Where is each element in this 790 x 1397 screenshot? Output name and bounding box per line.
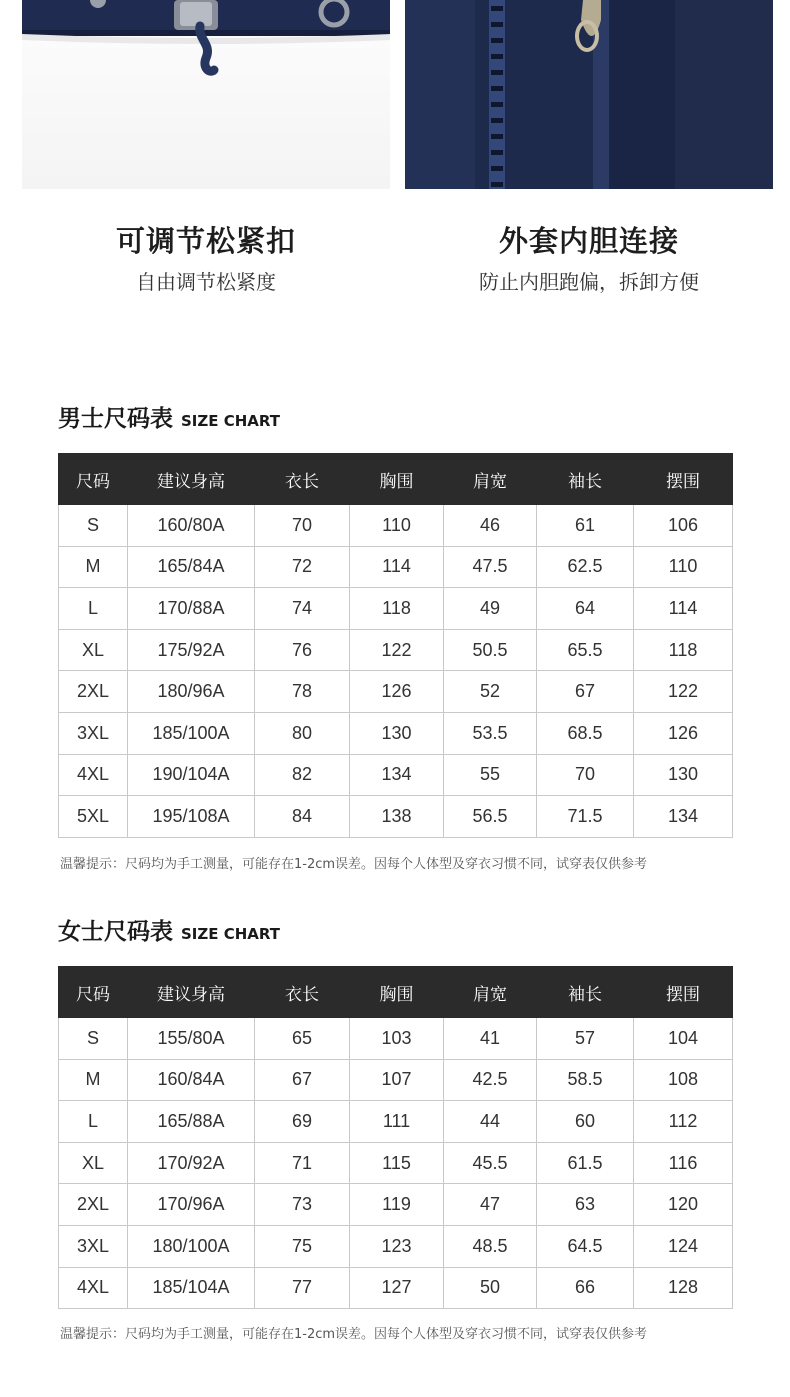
column-header: 尺码 <box>59 967 128 1018</box>
measurement-cell: 103 <box>350 1018 444 1060</box>
measurement-cell: 67 <box>255 1059 350 1101</box>
measurement-cell: 67 <box>537 671 634 713</box>
measurement-cell: 115 <box>350 1142 444 1184</box>
drawstring-toggle-photo <box>22 0 390 189</box>
women-size-chart-heading: 女士尺码表 <box>58 919 173 945</box>
measurement-cell: 170/88A <box>128 588 255 630</box>
measurement-cell: 64.5 <box>537 1225 634 1267</box>
measurement-cell: 69 <box>255 1101 350 1143</box>
measurement-cell: 52 <box>444 671 537 713</box>
measurement-cell: 46 <box>444 505 537 547</box>
measurement-cell: 185/104A <box>128 1267 255 1309</box>
measurement-cell: 124 <box>634 1225 733 1267</box>
women-size-table <box>58 966 733 1309</box>
measurement-cell: 60 <box>537 1101 634 1143</box>
measurement-cell: 160/80A <box>128 505 255 547</box>
measurement-cell: 165/88A <box>128 1101 255 1143</box>
table-row <box>59 796 733 838</box>
drawstring-toggle-illustration <box>22 0 390 189</box>
measurement-cell: 107 <box>350 1059 444 1101</box>
size-cell: 2XL <box>59 671 128 713</box>
measurement-cell: 55 <box>444 754 537 796</box>
measurement-cell: 58.5 <box>537 1059 634 1101</box>
table-row <box>59 671 733 713</box>
measurement-cell: 123 <box>350 1225 444 1267</box>
measurement-cell: 68.5 <box>537 712 634 754</box>
measurement-cell: 71.5 <box>537 796 634 838</box>
measurement-cell: 127 <box>350 1267 444 1309</box>
measurement-cell: 57 <box>537 1018 634 1060</box>
measurement-cell: 170/92A <box>128 1142 255 1184</box>
measurement-cell: 70 <box>537 754 634 796</box>
measurement-cell: 65.5 <box>537 629 634 671</box>
measurement-cell: 56.5 <box>444 796 537 838</box>
measurement-cell: 126 <box>634 712 733 754</box>
measurement-cell: 72 <box>255 546 350 588</box>
measurement-cell: 82 <box>255 754 350 796</box>
column-header: 肩宽 <box>444 967 537 1018</box>
measurement-cell: 61.5 <box>537 1142 634 1184</box>
column-header: 肩宽 <box>444 454 537 505</box>
measurement-cell: 61 <box>537 505 634 547</box>
size-cell: 4XL <box>59 754 128 796</box>
women-size-note: 温馨提示：尺码均为手工测量，可能存在1-2cm误差。因每个人体型及穿衣习惯不同，试穿表仅供参考 <box>60 1327 648 1342</box>
measurement-cell: 73 <box>255 1184 350 1226</box>
table-header-row <box>59 967 733 1018</box>
measurement-cell: 128 <box>634 1267 733 1309</box>
measurement-cell: 130 <box>350 712 444 754</box>
measurement-cell: 41 <box>444 1018 537 1060</box>
women-size-chart-subheading: SIZE CHART <box>181 925 281 943</box>
measurement-cell: 112 <box>634 1101 733 1143</box>
table-row <box>59 712 733 754</box>
measurement-cell: 70 <box>255 505 350 547</box>
table-row <box>59 1225 733 1267</box>
measurement-cell: 74 <box>255 588 350 630</box>
size-cell: L <box>59 1101 128 1143</box>
size-cell: S <box>59 505 128 547</box>
measurement-cell: 78 <box>255 671 350 713</box>
measurement-cell: 111 <box>350 1101 444 1143</box>
measurement-cell: 122 <box>634 671 733 713</box>
measurement-cell: 50.5 <box>444 629 537 671</box>
feature-title: 外套内胆连接 <box>498 224 679 258</box>
measurement-cell: 116 <box>634 1142 733 1184</box>
column-header: 建议身高 <box>128 454 255 505</box>
size-cell: L <box>59 588 128 630</box>
measurement-cell: 64 <box>537 588 634 630</box>
measurement-cell: 120 <box>634 1184 733 1226</box>
measurement-cell: 62.5 <box>537 546 634 588</box>
column-header: 摆围 <box>634 967 733 1018</box>
measurement-cell: 65 <box>255 1018 350 1060</box>
measurement-cell: 165/84A <box>128 546 255 588</box>
men-size-chart-title <box>58 404 280 436</box>
measurement-cell: 134 <box>350 754 444 796</box>
column-header: 建议身高 <box>128 967 255 1018</box>
measurement-cell: 84 <box>255 796 350 838</box>
measurement-cell: 48.5 <box>444 1225 537 1267</box>
measurement-cell: 175/92A <box>128 629 255 671</box>
table-header-row <box>59 454 733 505</box>
measurement-cell: 155/80A <box>128 1018 255 1060</box>
measurement-cell: 76 <box>255 629 350 671</box>
measurement-cell: 44 <box>444 1101 537 1143</box>
measurement-cell: 118 <box>350 588 444 630</box>
feature-subtitle: 自由调节松紧度 <box>136 270 276 294</box>
measurement-cell: 80 <box>255 712 350 754</box>
measurement-cell: 134 <box>634 796 733 838</box>
measurement-cell: 170/96A <box>128 1184 255 1226</box>
size-cell: XL <box>59 1142 128 1184</box>
feature-adjustable-buckle <box>22 222 390 296</box>
measurement-cell: 66 <box>537 1267 634 1309</box>
measurement-cell: 130 <box>634 754 733 796</box>
measurement-cell: 195/108A <box>128 796 255 838</box>
men-size-note: 温馨提示：尺码均为手工测量，可能存在1-2cm误差。因每个人体型及穿衣习惯不同，试穿表仅供参考 <box>60 857 648 872</box>
measurement-cell: 108 <box>634 1059 733 1101</box>
measurement-cell: 53.5 <box>444 712 537 754</box>
zipper-liner-illustration <box>405 0 773 189</box>
column-header: 袖长 <box>537 454 634 505</box>
table-row <box>59 1184 733 1226</box>
measurement-cell: 122 <box>350 629 444 671</box>
table-row <box>59 1142 733 1184</box>
measurement-cell: 185/100A <box>128 712 255 754</box>
measurement-cell: 71 <box>255 1142 350 1184</box>
women-size-chart-title <box>58 917 280 949</box>
size-cell: 4XL <box>59 1267 128 1309</box>
feature-liner-connection <box>405 222 773 296</box>
size-cell: M <box>59 546 128 588</box>
table-row <box>59 1059 733 1101</box>
measurement-cell: 75 <box>255 1225 350 1267</box>
measurement-cell: 190/104A <box>128 754 255 796</box>
zipper-liner-photo <box>405 0 773 189</box>
column-header: 衣长 <box>255 967 350 1018</box>
measurement-cell: 160/84A <box>128 1059 255 1101</box>
size-cell: 5XL <box>59 796 128 838</box>
measurement-cell: 77 <box>255 1267 350 1309</box>
table-row <box>59 505 733 547</box>
column-header: 衣长 <box>255 454 350 505</box>
measurement-cell: 110 <box>350 505 444 547</box>
size-cell: S <box>59 1018 128 1060</box>
table-row <box>59 754 733 796</box>
size-cell: 3XL <box>59 712 128 754</box>
men-size-chart-subheading: SIZE CHART <box>181 412 281 430</box>
feature-subtitle: 防止内胆跑偏，拆卸方便 <box>479 270 699 294</box>
table-row <box>59 546 733 588</box>
table-row <box>59 1018 733 1060</box>
measurement-cell: 114 <box>634 588 733 630</box>
men-size-chart-heading: 男士尺码表 <box>58 406 173 432</box>
measurement-cell: 45.5 <box>444 1142 537 1184</box>
measurement-cell: 104 <box>634 1018 733 1060</box>
size-cell: 3XL <box>59 1225 128 1267</box>
table-row <box>59 1267 733 1309</box>
measurement-cell: 47.5 <box>444 546 537 588</box>
measurement-cell: 110 <box>634 546 733 588</box>
feature-title: 可调节松紧扣 <box>115 224 296 258</box>
measurement-cell: 118 <box>634 629 733 671</box>
measurement-cell: 106 <box>634 505 733 547</box>
size-cell: M <box>59 1059 128 1101</box>
column-header: 摆围 <box>634 454 733 505</box>
table-row <box>59 1101 733 1143</box>
measurement-cell: 63 <box>537 1184 634 1226</box>
size-cell: 2XL <box>59 1184 128 1226</box>
column-header: 袖长 <box>537 967 634 1018</box>
column-header: 尺码 <box>59 454 128 505</box>
measurement-cell: 50 <box>444 1267 537 1309</box>
measurement-cell: 114 <box>350 546 444 588</box>
size-cell: XL <box>59 629 128 671</box>
column-header: 胸围 <box>350 967 444 1018</box>
men-size-table <box>58 453 733 838</box>
column-header: 胸围 <box>350 454 444 505</box>
measurement-cell: 126 <box>350 671 444 713</box>
measurement-cell: 180/96A <box>128 671 255 713</box>
measurement-cell: 138 <box>350 796 444 838</box>
measurement-cell: 180/100A <box>128 1225 255 1267</box>
measurement-cell: 42.5 <box>444 1059 537 1101</box>
measurement-cell: 119 <box>350 1184 444 1226</box>
measurement-cell: 49 <box>444 588 537 630</box>
table-row <box>59 588 733 630</box>
measurement-cell: 47 <box>444 1184 537 1226</box>
table-row <box>59 629 733 671</box>
